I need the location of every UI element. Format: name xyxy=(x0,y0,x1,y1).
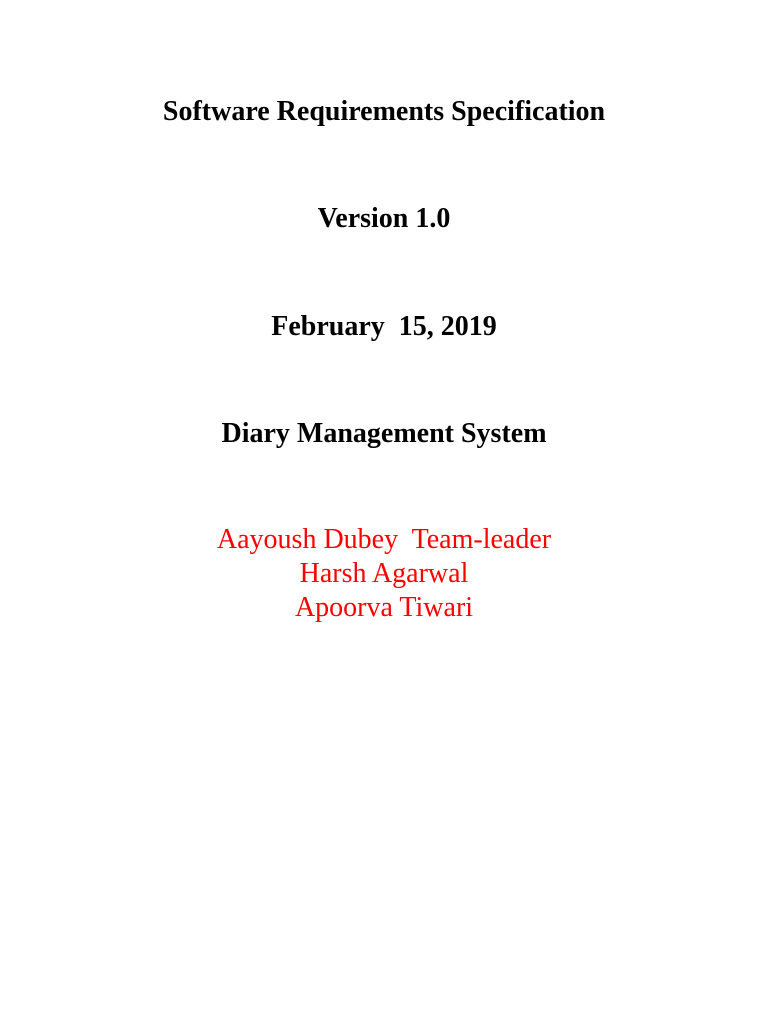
document-date: February 15, 2019 xyxy=(271,311,497,342)
document-title: Software Requirements Specification xyxy=(162,96,606,127)
author-team-leader: Aayoush Dubey Team-leader xyxy=(216,524,552,555)
author-list xyxy=(0,523,768,625)
system-name: Diary Management System xyxy=(221,418,547,449)
document-version: Version 1.0 xyxy=(317,203,451,234)
author-name: Apoorva Tiwari xyxy=(294,592,474,623)
author-name: Harsh Agarwal xyxy=(299,558,469,589)
